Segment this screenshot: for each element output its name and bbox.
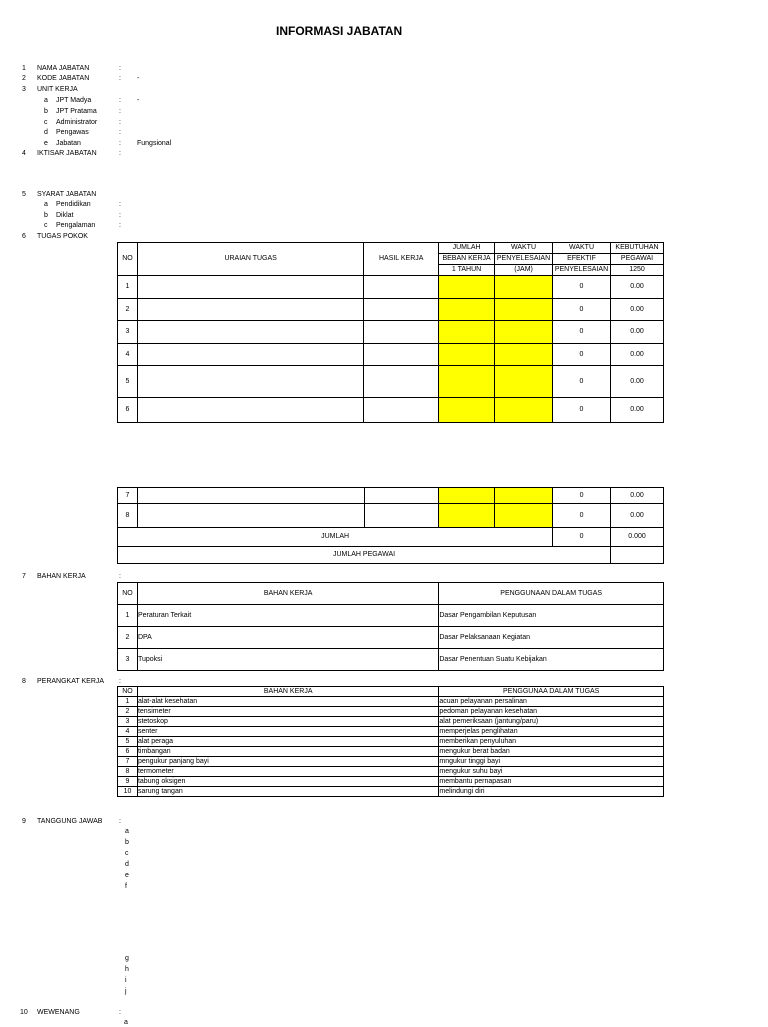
row-no: 1 bbox=[118, 697, 138, 707]
penggunaan-cell: Dasar Pelaksanaan Kegiatan bbox=[439, 627, 664, 649]
waktu-penyelesaian-cell bbox=[495, 398, 553, 423]
row-no: 10 bbox=[118, 787, 138, 797]
hasil-cell bbox=[364, 344, 439, 366]
kebutuhan-pegawai-value: 0.00 bbox=[611, 321, 664, 344]
uraian-cell bbox=[137, 504, 364, 528]
syarat-item-letter: b bbox=[44, 212, 48, 219]
field-colon: : bbox=[119, 108, 121, 115]
page-title: INFORMASI JABATAN bbox=[276, 24, 403, 38]
row-no: 8 bbox=[118, 767, 138, 777]
header-waktu-3: (JAM) bbox=[495, 265, 553, 276]
kebutuhan-pegawai-value: 0.00 bbox=[611, 344, 664, 366]
waktu-efektif-value: 0 bbox=[553, 488, 611, 504]
field-label: Pengawas bbox=[56, 129, 89, 136]
tugas-pokok-label: TUGAS POKOK bbox=[37, 233, 88, 240]
perangkat-bahan-cell: sarung tangan bbox=[137, 787, 438, 797]
jumlah-row bbox=[118, 528, 664, 547]
hasil-cell bbox=[364, 504, 439, 528]
row-no: 5 bbox=[118, 737, 138, 747]
field-value: - bbox=[137, 75, 140, 82]
waktu-penyelesaian-cell bbox=[495, 321, 553, 344]
row-no: 2 bbox=[118, 707, 138, 717]
bahan-cell: Peraturan Terkait bbox=[137, 605, 438, 627]
field-label: NAMA JABATAN bbox=[37, 65, 90, 72]
waktu-efektif-value: 0 bbox=[553, 504, 611, 528]
field-colon: : bbox=[119, 75, 121, 82]
field-number: d bbox=[44, 129, 48, 136]
tanggung-jawab-letter: i bbox=[125, 977, 127, 984]
section-5-number: 5 bbox=[22, 191, 26, 198]
kebutuhan-pegawai-value: 0.00 bbox=[611, 276, 664, 299]
table-row bbox=[118, 767, 664, 777]
section-8-number: 8 bbox=[22, 678, 26, 685]
row-no: 1 bbox=[118, 276, 138, 299]
syarat-item-label: Pengalaman bbox=[56, 222, 96, 229]
bahan-cell: Tupoksi bbox=[137, 649, 438, 671]
perangkat-bahan-cell: alat peraga bbox=[137, 737, 438, 747]
field-colon: : bbox=[119, 119, 121, 126]
header-hasil: HASIL KERJA bbox=[364, 243, 439, 276]
waktu-penyelesaian-cell bbox=[495, 504, 553, 528]
table-row bbox=[118, 737, 664, 747]
syarat-item-colon: : bbox=[119, 222, 121, 229]
row-no: 3 bbox=[118, 321, 138, 344]
waktu-efektif-value: 0 bbox=[553, 299, 611, 321]
section-7-number: 7 bbox=[22, 573, 26, 580]
field-number: e bbox=[44, 140, 48, 147]
jumlah-beban-cell bbox=[439, 488, 495, 504]
perangkat-penggunaan-cell: pedoman pelayanan kesehatan bbox=[439, 707, 664, 717]
perangkat-kerja-label: PERANGKAT KERJA bbox=[37, 678, 105, 685]
wewenang-letter: a bbox=[124, 1019, 128, 1026]
header-waktu-2: PENYELESAIAN bbox=[495, 254, 553, 265]
wewenang-colon: : bbox=[119, 1009, 121, 1016]
table-row bbox=[118, 777, 664, 787]
uraian-cell bbox=[137, 276, 363, 299]
field-label: KODE JABATAN bbox=[37, 75, 90, 82]
bahan-header-bahan: BAHAN KERJA bbox=[137, 583, 438, 605]
uraian-cell bbox=[137, 299, 363, 321]
field-label: UNIT KERJA bbox=[37, 86, 78, 93]
perangkat-header-bahan: BAHAN KERJA bbox=[137, 687, 438, 697]
syarat-item-label: Diklat bbox=[56, 212, 74, 219]
kebutuhan-pegawai-value: 0.00 bbox=[611, 488, 664, 504]
perangkat-penggunaan-cell: mengukur suhu bayi bbox=[439, 767, 664, 777]
tanggung-jawab-letter: g bbox=[125, 955, 129, 962]
field-label: Jabatan bbox=[56, 140, 81, 147]
header-uraian: URAIAN TUGAS bbox=[137, 243, 363, 276]
header-jumlah-2: BEBAN KERJA bbox=[439, 254, 495, 265]
bahan-kerja-colon: : bbox=[119, 573, 121, 580]
row-no: 4 bbox=[118, 727, 138, 737]
uraian-cell bbox=[137, 344, 363, 366]
field-number: 4 bbox=[22, 150, 26, 157]
syarat-item-colon: : bbox=[119, 212, 121, 219]
perangkat-bahan-cell: stetoskop bbox=[137, 717, 438, 727]
header-efektif-1: WAKTU bbox=[553, 243, 611, 254]
perangkat-penggunaan-cell: acuan pelayanan persalinan bbox=[439, 697, 664, 707]
table-row bbox=[118, 727, 664, 737]
uraian-cell bbox=[137, 321, 363, 344]
waktu-efektif-value: 0 bbox=[553, 276, 611, 299]
table-row bbox=[118, 747, 664, 757]
jumlah-pegawai-value bbox=[611, 547, 664, 564]
row-no: 2 bbox=[118, 299, 138, 321]
waktu-penyelesaian-cell bbox=[495, 344, 553, 366]
field-number: 3 bbox=[22, 86, 26, 93]
waktu-penyelesaian-cell bbox=[495, 276, 553, 299]
table-row bbox=[118, 488, 664, 504]
jumlah-kebutuhan-total: 0.000 bbox=[611, 528, 664, 547]
bahan-kerja-table bbox=[117, 582, 664, 671]
field-number: 1 bbox=[22, 65, 26, 72]
perangkat-bahan-cell: alat-alat kesehatan bbox=[137, 697, 438, 707]
header-efektif-3: PENYELESAIAN bbox=[553, 265, 611, 276]
tanggung-jawab-letter: c bbox=[125, 850, 129, 857]
table-row bbox=[118, 605, 664, 627]
jumlah-label: JUMLAH bbox=[118, 528, 553, 547]
kebutuhan-pegawai-value: 0.00 bbox=[611, 504, 664, 528]
field-colon: : bbox=[119, 140, 121, 147]
jumlah-beban-cell bbox=[439, 366, 495, 398]
table-row bbox=[118, 366, 664, 398]
header-kebutuhan-3: 1250 bbox=[611, 265, 664, 276]
perangkat-kerja-table bbox=[117, 686, 664, 797]
header-waktu-1: WAKTU bbox=[495, 243, 553, 254]
hasil-cell bbox=[364, 366, 439, 398]
perangkat-penggunaan-cell: melindungi diri bbox=[439, 787, 664, 797]
jumlah-beban-cell bbox=[439, 344, 495, 366]
row-no: 6 bbox=[118, 398, 138, 423]
section-6-number: 6 bbox=[22, 233, 26, 240]
section-9-number: 9 bbox=[22, 818, 26, 825]
header-no: NO bbox=[118, 243, 138, 276]
jumlah-beban-cell bbox=[439, 276, 495, 299]
tanggung-jawab-label: TANGGUNG JAWAB bbox=[37, 818, 103, 825]
perangkat-penggunaan-cell: mngukur tinggi bayi bbox=[439, 757, 664, 767]
uraian-cell bbox=[137, 488, 364, 504]
field-value: Fungsional bbox=[137, 140, 172, 147]
header-kebutuhan-1: KEBUTUHAN bbox=[611, 243, 664, 254]
hasil-cell bbox=[364, 488, 439, 504]
perangkat-header-no: NO bbox=[118, 687, 138, 697]
uraian-cell bbox=[137, 398, 363, 423]
row-no: 2 bbox=[118, 627, 138, 649]
hasil-cell bbox=[364, 299, 439, 321]
jumlah-beban-cell bbox=[439, 504, 495, 528]
syarat-item-letter: a bbox=[44, 201, 48, 208]
perangkat-header-penggunaan: PENGGUNAA DALAM TUGAS bbox=[439, 687, 664, 697]
table-row bbox=[118, 398, 664, 423]
perangkat-bahan-cell: tabung oksigen bbox=[137, 777, 438, 787]
syarat-jabatan-label: SYARAT JABATAN bbox=[37, 191, 97, 198]
kebutuhan-pegawai-value: 0.00 bbox=[611, 299, 664, 321]
tugas-pokok-table-continued bbox=[117, 487, 664, 564]
field-value: - bbox=[137, 97, 140, 104]
field-colon: : bbox=[119, 129, 121, 136]
perangkat-penggunaan-cell: membantu pernapasan bbox=[439, 777, 664, 787]
jumlah-beban-cell bbox=[439, 398, 495, 423]
header-jumlah-3: 1 TAHUN bbox=[439, 265, 495, 276]
field-label: JPT Pratama bbox=[56, 108, 97, 115]
kebutuhan-pegawai-value: 0.00 bbox=[611, 366, 664, 398]
perangkat-penggunaan-cell: memberikan penyuluhan bbox=[439, 737, 664, 747]
syarat-item-letter: c bbox=[44, 222, 48, 229]
perangkat-bahan-cell: timbangan bbox=[137, 747, 438, 757]
perangkat-bahan-cell: senter bbox=[137, 727, 438, 737]
row-no: 7 bbox=[118, 757, 138, 767]
bahan-kerja-label: BAHAN KERJA bbox=[37, 573, 86, 580]
header-efektif-2: EFEKTIF bbox=[553, 254, 611, 265]
header-kebutuhan-2: PEGAWAI bbox=[611, 254, 664, 265]
row-no: 1 bbox=[118, 605, 138, 627]
waktu-efektif-value: 0 bbox=[553, 398, 611, 423]
tanggung-jawab-letter: a bbox=[125, 828, 129, 835]
table-row bbox=[118, 321, 664, 344]
row-no: 4 bbox=[118, 344, 138, 366]
perangkat-kerja-colon: : bbox=[119, 678, 121, 685]
row-no: 8 bbox=[118, 504, 138, 528]
jumlah-efektif-total: 0 bbox=[553, 528, 611, 547]
table-row bbox=[118, 757, 664, 767]
header-jumlah-1: JUMLAH bbox=[439, 243, 495, 254]
field-number: b bbox=[44, 108, 48, 115]
tanggung-jawab-letter: b bbox=[125, 839, 129, 846]
tanggung-jawab-letter: h bbox=[125, 966, 129, 973]
row-no: 3 bbox=[118, 649, 138, 671]
section-10-number: 10 bbox=[20, 1009, 28, 1016]
field-label: Administrator bbox=[56, 119, 98, 126]
tanggung-jawab-colon: : bbox=[119, 818, 121, 825]
waktu-efektif-value: 0 bbox=[553, 321, 611, 344]
row-no: 7 bbox=[118, 488, 138, 504]
field-number: 2 bbox=[22, 75, 26, 82]
jumlah-beban-cell bbox=[439, 321, 495, 344]
table-row bbox=[118, 697, 664, 707]
jumlah-pegawai-label: JUMLAH PEGAWAI bbox=[118, 547, 611, 564]
tugas-pokok-table bbox=[117, 242, 664, 423]
tanggung-jawab-letter: e bbox=[125, 872, 129, 879]
field-colon: : bbox=[119, 65, 121, 72]
syarat-item-label: Pendidikan bbox=[56, 201, 91, 208]
hasil-cell bbox=[364, 398, 439, 423]
hasil-cell bbox=[364, 321, 439, 344]
perangkat-bahan-cell: pengukur panjang bayi bbox=[137, 757, 438, 767]
table-row bbox=[118, 787, 664, 797]
bahan-header-penggunaan: PENGGUNAAN DALAM TUGAS bbox=[439, 583, 664, 605]
perangkat-bahan-cell: tensimeter bbox=[137, 707, 438, 717]
tanggung-jawab-letter: d bbox=[125, 861, 129, 868]
perangkat-bahan-cell: termometer bbox=[137, 767, 438, 777]
bahan-cell: DPA bbox=[137, 627, 438, 649]
field-label: IKTISAR JABATAN bbox=[37, 150, 97, 157]
perangkat-penggunaan-cell: alat pemeriksaan (jantung/paru) bbox=[439, 717, 664, 727]
table-row bbox=[118, 707, 664, 717]
bahan-header-no: NO bbox=[118, 583, 138, 605]
tanggung-jawab-letter: f bbox=[125, 883, 127, 890]
table-row bbox=[118, 344, 664, 366]
kebutuhan-pegawai-value: 0.00 bbox=[611, 398, 664, 423]
row-no: 5 bbox=[118, 366, 138, 398]
row-no: 3 bbox=[118, 717, 138, 727]
table-row bbox=[118, 276, 664, 299]
field-colon: : bbox=[119, 97, 121, 104]
jumlah-pegawai-row bbox=[118, 547, 664, 564]
waktu-penyelesaian-cell bbox=[495, 488, 553, 504]
field-colon: : bbox=[119, 150, 121, 157]
table-row bbox=[118, 649, 664, 671]
table-row bbox=[118, 717, 664, 727]
field-label: JPT Madya bbox=[56, 97, 92, 104]
syarat-item-colon: : bbox=[119, 201, 121, 208]
penggunaan-cell: Dasar Penentuan Suatu Kebijakan bbox=[439, 649, 664, 671]
tanggung-jawab-letter: j bbox=[125, 988, 127, 995]
jumlah-beban-cell bbox=[439, 299, 495, 321]
field-number: c bbox=[44, 119, 48, 126]
perangkat-penggunaan-cell: mengukur berat badan bbox=[439, 747, 664, 757]
row-no: 9 bbox=[118, 777, 138, 787]
row-no: 6 bbox=[118, 747, 138, 757]
waktu-efektif-value: 0 bbox=[553, 344, 611, 366]
hasil-cell bbox=[364, 276, 439, 299]
uraian-cell bbox=[137, 366, 363, 398]
wewenang-label: WEWENANG bbox=[37, 1009, 80, 1016]
waktu-efektif-value: 0 bbox=[553, 366, 611, 398]
table-row bbox=[118, 299, 664, 321]
penggunaan-cell: Dasar Pengambilan Keputusan bbox=[439, 605, 664, 627]
perangkat-penggunaan-cell: memperjelas penglihatan bbox=[439, 727, 664, 737]
waktu-penyelesaian-cell bbox=[495, 366, 553, 398]
table-row bbox=[118, 504, 664, 528]
field-number: a bbox=[44, 97, 48, 104]
table-row bbox=[118, 627, 664, 649]
waktu-penyelesaian-cell bbox=[495, 299, 553, 321]
